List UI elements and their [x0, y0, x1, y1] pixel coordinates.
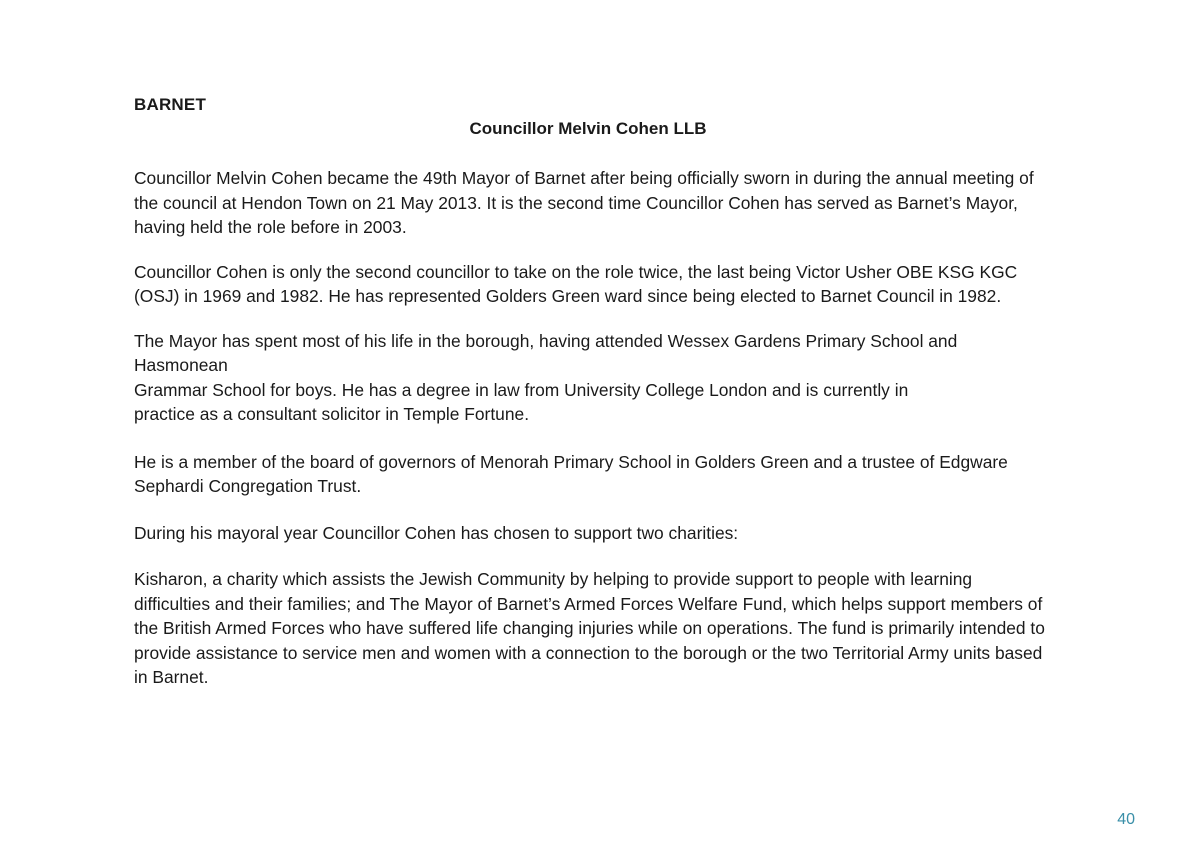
- body-text: [134, 166, 1049, 690]
- section-label: BARNET: [134, 95, 207, 114]
- page-title: Councillor Melvin Cohen LLB: [469, 119, 707, 138]
- paragraph-mayor-appointment: Councillor Melvin Cohen became the 49th Mayor of Barnet after being officially sworn in during the annual meeting of the council at Hendon Town on 21 May 2013. It is the second time Councillor Cohen has served as Barnet’s Mayor, having held the role before in 2003.: [134, 168, 1034, 237]
- paragraph-education: The Mayor has spent most of his life in the borough, having attended Wessex Gardens Primary School and Hasmonean Grammar School for boys. He has a degree in law from University College London and is currently in practice as a consultant solicitor in Temple Fortune.: [134, 330, 958, 424]
- paragraph-charities-intro: During his mayoral year Councillor Cohen has chosen to support two charities:: [134, 522, 739, 543]
- paragraph-charities-detail: Kisharon, a charity which assists the Jewish Community by helping to provide support to people with learning difficulties and their families; and The Mayor of Barnet’s Armed Forces Welfare Fund, which helps support members of the British Armed Forces who have suffered life changing injuries while on operations. The fund is primarily intended to provide assistance to service men and women with a connection to the borough or the two Territorial Army units based in Barnet.: [134, 569, 1045, 687]
- paragraph-governance: He is a member of the board of governors of Menorah Primary School in Golders Green and a trustee of Edgware Sephardi Congregation Trust.: [134, 451, 1008, 496]
- paragraph-second-term: Councillor Cohen is only the second councillor to take on the role twice, the last being Victor Usher OBE KSG KGC (OSJ) in 1969 and 1982. He has represented Golders Green ward since being elected to Barnet Council in 1982.: [134, 261, 1018, 306]
- page-number: 40: [1117, 811, 1135, 828]
